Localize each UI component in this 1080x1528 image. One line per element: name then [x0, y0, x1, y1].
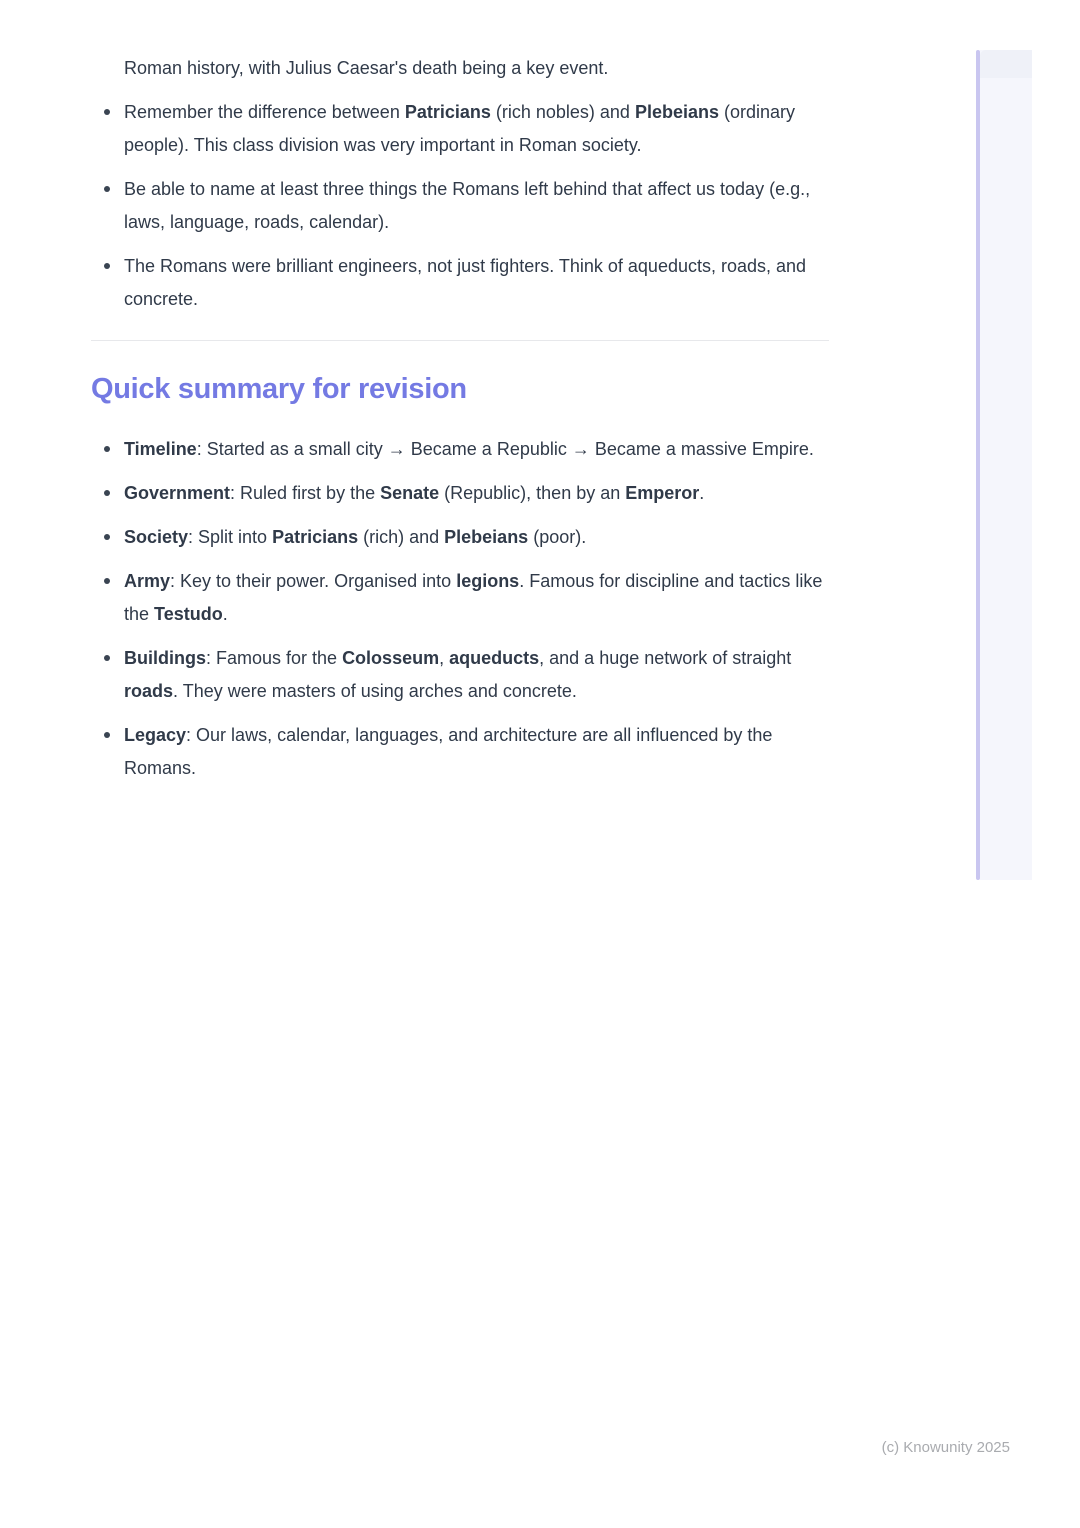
bold-term: Colosseum — [342, 648, 440, 668]
copyright-footer: (c) Knowunity 2025 — [881, 1439, 1010, 1456]
text-run: , and a huge network of straight — [539, 648, 792, 668]
bullet-dot — [104, 490, 110, 496]
bullet-dot — [104, 446, 110, 452]
text-run: Roman history, with Julius Caesar's death being a key event. — [124, 58, 609, 78]
bold-term: legions — [456, 571, 520, 591]
text-run: (poor). — [528, 527, 587, 547]
text-run: : Ruled first by the — [230, 483, 381, 503]
text-run: : Split into — [188, 527, 273, 547]
text-run: , — [439, 648, 450, 668]
text-run: (rich nobles) and — [490, 102, 635, 122]
text-run: (Republic), then by an — [439, 483, 626, 503]
bold-term: Society — [124, 527, 189, 547]
bullet-dot — [104, 732, 110, 738]
text-run: (ordinary people). This class division was very important in Roman society. — [124, 102, 796, 155]
bold-term: Testudo — [154, 604, 223, 624]
bold-term: Government — [124, 483, 231, 503]
list-item — [91, 250, 829, 316]
list-item — [91, 521, 829, 554]
bold-term: Plebeians — [444, 527, 529, 547]
bold-term: Army — [124, 571, 171, 591]
text-run: : Our laws, calendar, languages, and architecture are all influenced by the Romans. — [124, 725, 773, 778]
study-tips-list — [91, 96, 829, 316]
text-run: . — [222, 604, 228, 624]
text-run: . — [699, 483, 705, 503]
list-item — [91, 173, 829, 239]
text-run: The Romans were brilliant engineers, not just fighters. Think of aqueducts, roads, and concrete. — [124, 256, 807, 309]
list-item — [91, 433, 829, 466]
bullet-dot — [104, 534, 110, 540]
text-run: . They were masters of using arches and concrete. — [173, 681, 577, 701]
section-heading: Quick summary for revision — [91, 373, 467, 405]
text-run: Be able to name at least three things the Romans left behind that affect us today (e.g., laws, language, roads, calendar). — [124, 179, 811, 232]
bullet-dot — [104, 109, 110, 115]
bold-term: Patricians — [272, 527, 359, 547]
list-item — [91, 477, 829, 510]
section-divider — [91, 340, 829, 341]
bullet-dot — [104, 186, 110, 192]
list-item — [91, 565, 829, 631]
next-page-preview-panel[interactable] — [980, 50, 1032, 880]
text-run: Remember the difference between — [124, 102, 405, 122]
bullet-dot — [104, 655, 110, 661]
bold-term: Emperor — [625, 483, 700, 503]
bold-term: Legacy — [124, 725, 187, 745]
bold-term: roads — [124, 681, 174, 701]
text-run: : Started as a small city → Became a Republic → Became a massive Empire. — [196, 439, 814, 459]
bold-term: Timeline — [124, 439, 197, 459]
bullet-dot — [104, 263, 110, 269]
list-item — [91, 642, 829, 708]
bold-term: Plebeians — [634, 102, 719, 122]
bullet-dot — [104, 578, 110, 584]
document-content — [91, 0, 829, 796]
paragraph-continuation — [124, 52, 829, 85]
next-page-preview-top-strip — [980, 50, 1032, 78]
list-item — [91, 96, 829, 162]
summary-list — [91, 433, 829, 785]
bold-term: aqueducts — [449, 648, 540, 668]
text-run: . Famous for discipline and tactics like the — [124, 571, 823, 624]
list-item — [91, 719, 829, 785]
text-run: : Key to their power. Organised into — [170, 571, 457, 591]
bold-term: Senate — [380, 483, 440, 503]
text-run: : Famous for the — [206, 648, 343, 668]
bold-term: Patricians — [404, 102, 491, 122]
bold-term: Buildings — [124, 648, 206, 668]
text-run: (rich) and — [358, 527, 445, 547]
